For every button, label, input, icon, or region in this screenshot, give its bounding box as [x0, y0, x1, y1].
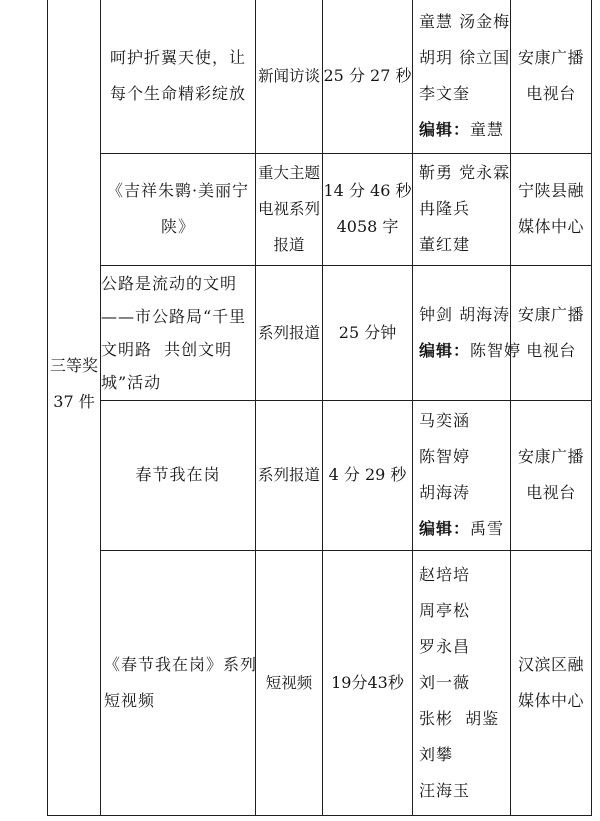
award-count: 37 件 — [53, 392, 95, 412]
editor-name: 陈智婷 — [470, 340, 522, 360]
entry-title-line: 短视频 — [104, 690, 156, 710]
editor-name: 禹雪 — [470, 519, 505, 538]
author-line: 刘攀 — [419, 744, 454, 764]
entry-length-cell — [323, 0, 413, 153]
author-line: 汪海玉 — [419, 780, 471, 800]
editor-line — [419, 112, 510, 148]
entry-length-cell — [323, 550, 413, 815]
author-line: 钟剑 胡海涛 — [419, 304, 511, 324]
entry-unit-cell — [511, 400, 592, 550]
entry-length-line: 4058 字 — [336, 217, 399, 236]
entry-type-line: 新闻访谈 — [257, 67, 320, 86]
entry-type-cell — [256, 400, 323, 550]
entry-type-line: 系列报道 — [257, 466, 320, 484]
entry-length-line: 25 分 27 秒 — [323, 66, 412, 86]
author-line: 胡玥 徐立国 — [419, 48, 511, 68]
editor-label: 编辑： — [419, 340, 471, 360]
entry-title-line: 公路是流动的文明 — [101, 273, 238, 293]
unit-line: 汉滨区融 — [517, 654, 584, 674]
entry-title-cell — [101, 550, 256, 815]
entry-type-line: 电视系列 — [257, 200, 320, 218]
entry-type-line: 短视频 — [265, 673, 313, 692]
entry-authors-cell — [413, 400, 511, 550]
entry-type-line: 系列报道 — [257, 323, 320, 342]
entry-title-line: 陕》 — [160, 217, 195, 236]
entry-title-line: 春节我在岗 — [135, 465, 221, 484]
entry-title-cell — [101, 0, 256, 153]
entry-type-cell — [256, 265, 323, 400]
editor-line — [419, 333, 522, 369]
table-row — [48, 400, 592, 550]
author-line: 胡海涛 — [419, 483, 471, 502]
entry-type-cell — [256, 0, 323, 153]
unit-line: 电视台 — [526, 340, 576, 360]
editor-line — [419, 511, 510, 547]
entry-length-cell — [323, 265, 413, 400]
entry-length-cell — [323, 153, 413, 265]
award-level-cell — [48, 0, 101, 815]
table-row — [48, 153, 592, 265]
award-level: 三等奖 — [49, 356, 98, 376]
entry-authors-cell — [413, 265, 522, 400]
table-row — [48, 0, 592, 153]
entry-type-cell — [256, 153, 323, 265]
author-line: 陈智婷 — [419, 447, 471, 466]
author-line: 张彬 胡鉴 — [419, 708, 500, 728]
entry-type-cell — [256, 550, 323, 815]
table-row — [48, 265, 592, 400]
unit-line: 宁陕县融 — [517, 181, 584, 200]
entry-title-cell — [101, 153, 256, 265]
entry-unit-cell — [511, 265, 592, 400]
author-line: 冉隆兵 — [419, 199, 471, 218]
entry-title-line: ——市公路局“千里 — [101, 306, 247, 326]
entry-unit-cell — [511, 153, 592, 265]
unit-line: 媒体中心 — [517, 690, 584, 710]
entry-authors-cell — [413, 550, 511, 815]
entry-title-line: 呵护折翼天使，让 — [109, 48, 246, 68]
entry-authors-cell — [413, 0, 511, 153]
author-line: 罗永昌 — [419, 636, 471, 656]
author-line: 赵培培 — [419, 564, 471, 584]
entry-unit-cell — [511, 550, 592, 815]
entry-authors-cell — [413, 153, 511, 265]
author-line: 李文奎 — [419, 84, 471, 104]
unit-line: 媒体中心 — [517, 217, 584, 236]
entry-title-line: 文明路 共创文明 — [101, 339, 233, 359]
unit-line: 电视台 — [526, 84, 576, 104]
author-line: 童慧 汤金梅 — [419, 12, 511, 32]
awards-table — [47, 0, 592, 816]
author-line: 靳勇 党永霖 — [419, 163, 511, 182]
entry-unit-cell — [511, 0, 592, 153]
editor-label: 编辑： — [419, 519, 471, 538]
unit-line: 电视台 — [526, 483, 576, 502]
entry-length-line: 25 分钟 — [338, 322, 397, 342]
entry-title-cell — [101, 400, 256, 550]
unit-line: 安康广播 — [517, 447, 584, 466]
editor-name: 童慧 — [470, 120, 505, 140]
entry-length-line: 14 分 46 秒 — [323, 181, 412, 200]
table-row — [48, 550, 592, 815]
author-line: 周亭松 — [419, 600, 471, 620]
entry-type-line: 报道 — [273, 236, 305, 254]
entry-length-line: 19分43秒 — [331, 672, 404, 692]
editor-label: 编辑： — [419, 120, 471, 140]
entry-type-line: 重大主题 — [257, 164, 320, 182]
author-line: 马奕涵 — [419, 411, 471, 430]
entry-title-line: 《吉祥朱鹮·美丽宁 — [106, 181, 250, 200]
unit-line: 安康广播 — [517, 304, 584, 324]
author-line: 董红建 — [419, 235, 471, 254]
entry-length-line: 4 分 29 秒 — [328, 465, 407, 484]
entry-title-line: 《春节我在岗》系列 — [104, 654, 258, 674]
entry-title-cell — [101, 265, 256, 400]
entry-title-line: 城”活动 — [101, 372, 162, 392]
author-line: 刘一薇 — [419, 672, 471, 692]
unit-line: 安康广播 — [517, 48, 584, 68]
document-page — [47, 0, 592, 816]
entry-length-cell — [323, 400, 413, 550]
entry-title-line: 每个生命精彩绽放 — [109, 84, 246, 104]
